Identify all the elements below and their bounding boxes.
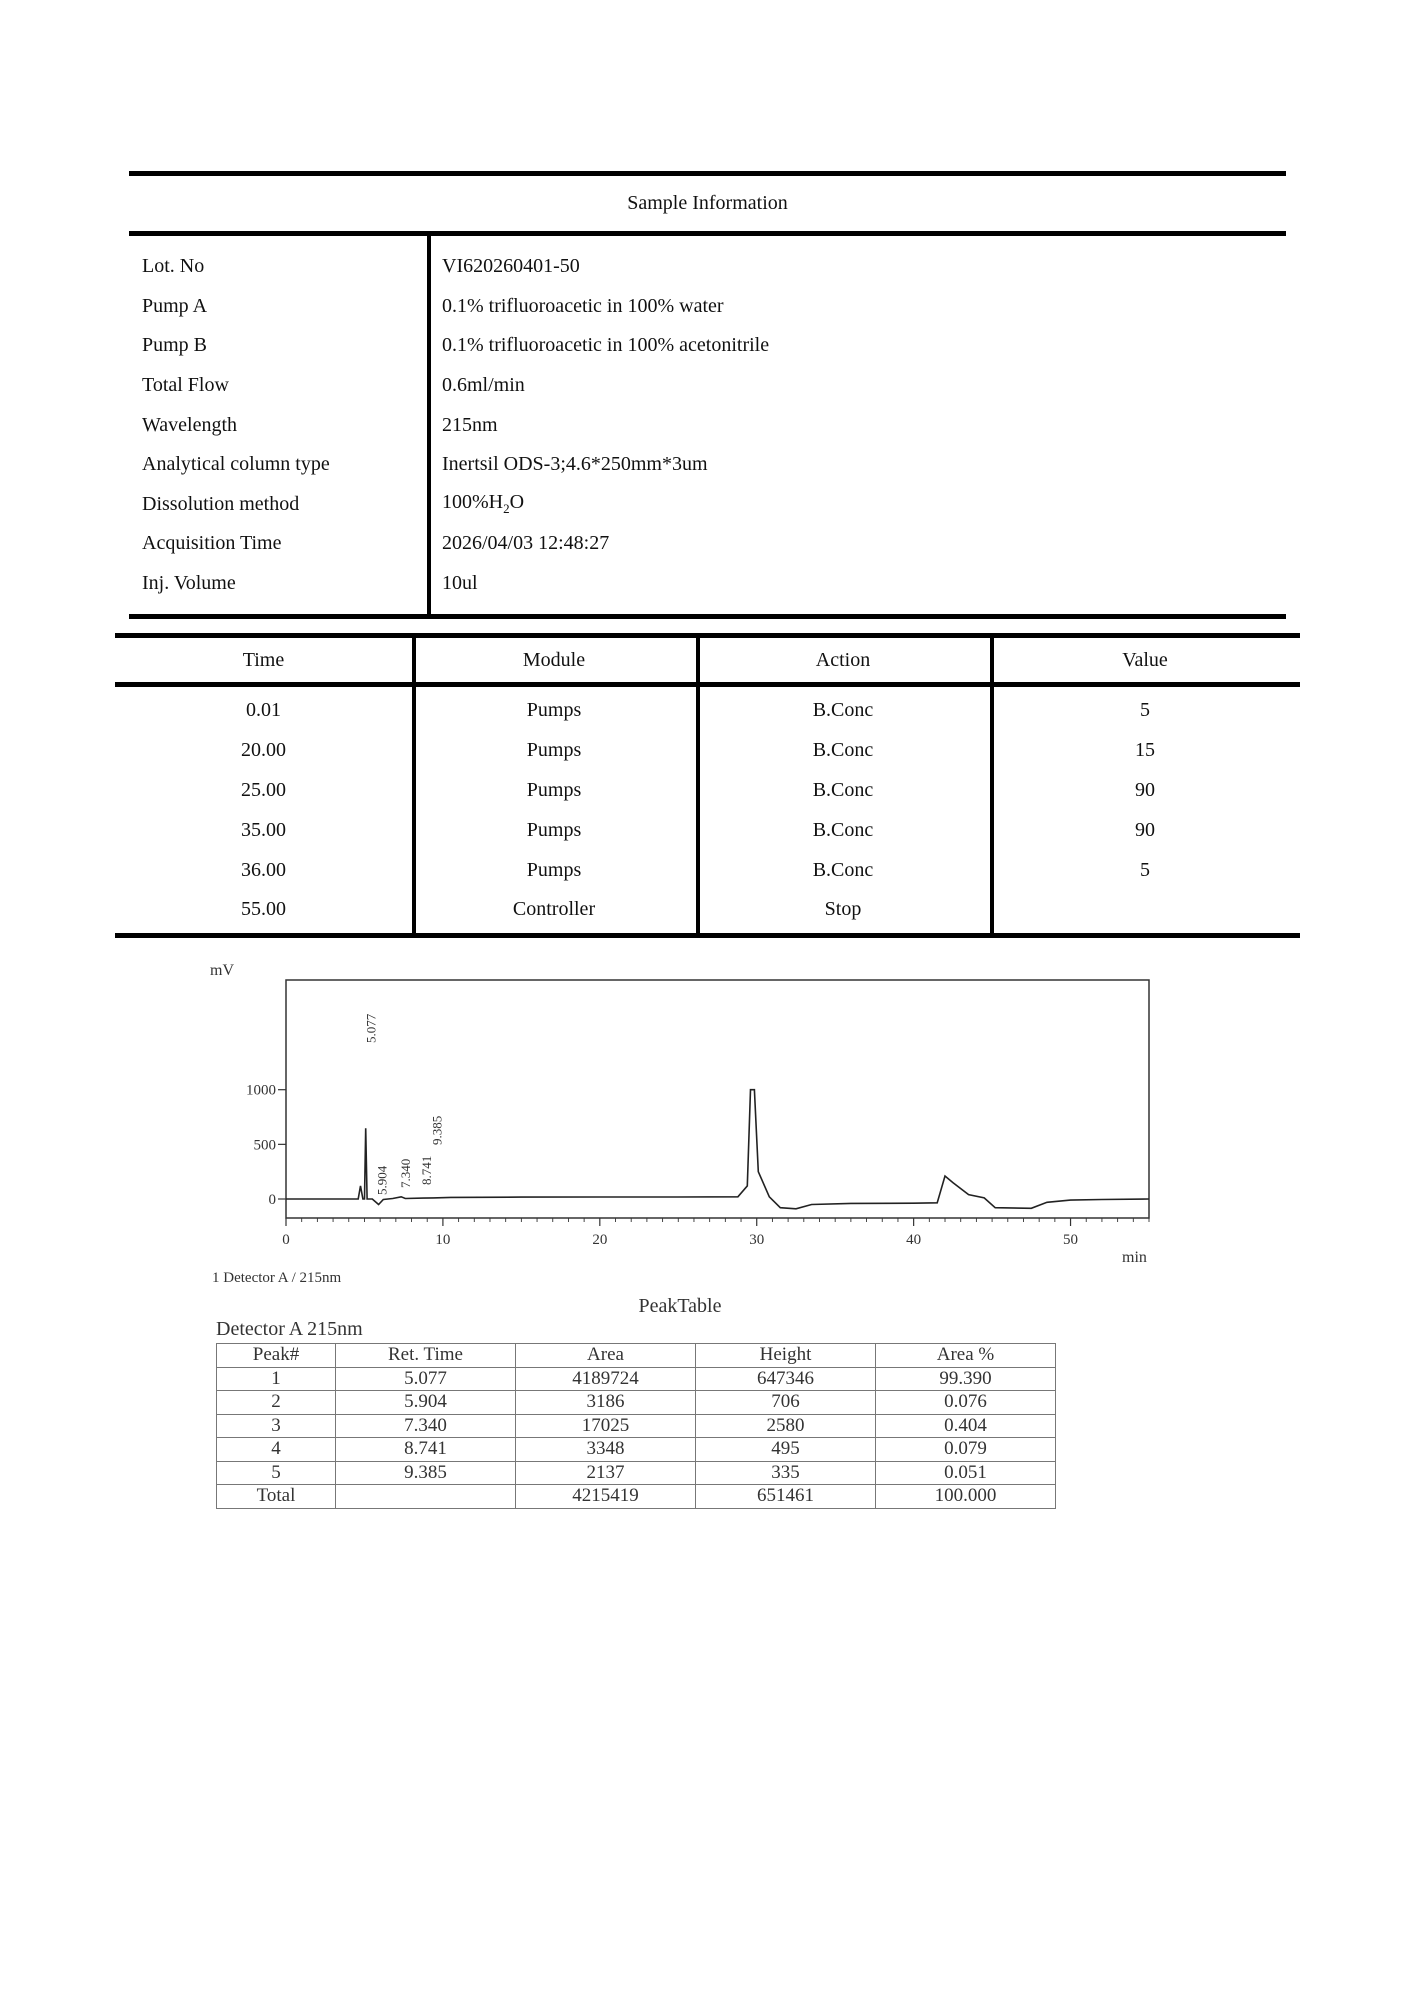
cell-total-height: 651461: [696, 1485, 876, 1509]
cell-time: 20.00: [241, 739, 286, 762]
info-value: 215nm: [442, 413, 498, 436]
header-area-percent: Area %: [876, 1344, 1056, 1368]
y-tick-label-1000: 1000: [246, 1082, 276, 1099]
peak-table-detector: Detector A 215nm: [216, 1318, 363, 1340]
header-module: Module: [522, 648, 586, 671]
info-key: Dissolution method: [142, 492, 300, 515]
info-key: Pump B: [142, 334, 208, 357]
info-row-column-type: [129, 445, 1286, 485]
cell-peak: 1: [217, 1367, 336, 1391]
cell-area: 3348: [516, 1438, 696, 1462]
y-axis-ticks: [246, 1083, 286, 1208]
table-row: [115, 691, 1300, 731]
info-row-pump-a: [129, 287, 1286, 327]
peak-labels: [364, 1013, 445, 1195]
cell-area-percent: 0.404: [876, 1414, 1056, 1438]
table-row: [217, 1438, 1056, 1462]
cell-ret-time: 9.385: [336, 1461, 516, 1485]
x-tick-label-10: 10: [435, 1232, 451, 1248]
x-tick-label-30: 30: [749, 1232, 765, 1248]
table-row: [217, 1414, 1056, 1438]
table-row: [115, 731, 1300, 771]
header-action: Action: [815, 648, 871, 671]
info-key: Pump A: [142, 294, 208, 317]
cell-area: 17025: [516, 1414, 696, 1438]
cell-value: 90: [1135, 778, 1155, 801]
sample-information-title: Sample Information: [627, 192, 788, 214]
info-value: Inertsil ODS-3;4.6*250mm*3um: [442, 453, 708, 476]
gradient-rows: [115, 687, 1300, 933]
info-row-dissolution-method: [129, 485, 1286, 525]
cell-height: 706: [696, 1391, 876, 1415]
cell-time: 35.00: [241, 818, 286, 841]
detector-label: 1 Detector A / 215nm: [212, 1270, 342, 1286]
peak-label-7-340: 7.340: [398, 1158, 414, 1188]
info-value: 0.1% trifluoroacetic in 100% water: [442, 294, 724, 317]
cell-total-label: Total: [217, 1485, 336, 1509]
cell-peak: 5: [217, 1461, 336, 1485]
header-area: Area: [516, 1344, 696, 1368]
cell-action: B.Conc: [812, 739, 874, 762]
value-suffix: O: [509, 491, 525, 514]
gradient-program-table: [115, 633, 1300, 938]
cell-module: Pumps: [526, 699, 582, 722]
cell-action: B.Conc: [812, 778, 874, 801]
info-key: Inj. Volume: [142, 572, 236, 595]
cell-total-area-percent: 100.000: [876, 1485, 1056, 1509]
cell-peak: 3: [217, 1414, 336, 1438]
y-tick-label-0: 0: [268, 1192, 276, 1208]
cell-module: Pumps: [526, 739, 582, 762]
column-divider: [427, 236, 431, 614]
column-divider: [990, 638, 994, 933]
cell-value: 5: [1140, 699, 1150, 722]
table-row: [115, 771, 1300, 811]
cell-time: 0.01: [246, 699, 281, 722]
info-value: 2026/04/03 12:48:27: [442, 532, 610, 555]
info-key: Wavelength: [142, 413, 238, 436]
info-row-acquisition-time: [129, 524, 1286, 564]
cell-value: 90: [1135, 818, 1155, 841]
info-value: 0.6ml/min: [442, 374, 525, 397]
cell-height: 2580: [696, 1414, 876, 1438]
header-peak-number: Peak#: [217, 1344, 336, 1368]
cell-ret-time: 7.340: [336, 1414, 516, 1438]
table-row: [217, 1391, 1056, 1415]
info-row-lot-no: [129, 247, 1286, 287]
header-value: Value: [1122, 648, 1168, 671]
cell-area-percent: 0.079: [876, 1438, 1056, 1462]
peak-label-9-385: 9.385: [429, 1115, 445, 1145]
info-value: 10ul: [442, 572, 478, 595]
header-time: Time: [242, 648, 285, 671]
info-value: 0.1% trifluoroacetic in 100% acetonitrile: [442, 334, 770, 357]
cell-module: Pumps: [526, 818, 582, 841]
bottom-rule: [129, 614, 1286, 619]
peak-table-total-row: [217, 1485, 1056, 1509]
y-tick-label-500: 500: [253, 1137, 276, 1154]
cell-time: 36.00: [241, 858, 286, 881]
y-unit-label: mV: [210, 962, 234, 979]
cell-action: Stop: [824, 898, 862, 921]
info-value: [428, 491, 524, 517]
column-divider: [412, 638, 416, 933]
chromatogram-trace: [286, 1090, 1149, 1209]
cell-area-percent: 0.076: [876, 1391, 1056, 1415]
x-axis-ticks: [282, 1232, 1078, 1248]
table-row: [217, 1367, 1056, 1391]
value-subscript: 2: [503, 501, 510, 517]
table-row: [217, 1461, 1056, 1485]
cell-ret-time: 5.904: [336, 1391, 516, 1415]
column-divider: [696, 638, 700, 933]
cell-time: 25.00: [241, 778, 286, 801]
cell-height: 647346: [696, 1367, 876, 1391]
cell-area: 4189724: [516, 1367, 696, 1391]
x-tick-label-20: 20: [592, 1232, 608, 1248]
peak-table-header-row: [217, 1344, 1056, 1368]
bottom-rule: [115, 933, 1300, 938]
cell-value: 5: [1140, 858, 1150, 881]
table-row: [115, 890, 1300, 930]
value-prefix: 100%H: [442, 491, 504, 514]
cell-action: B.Conc: [812, 858, 874, 881]
info-value: VI620260401-50: [442, 255, 580, 278]
x-tick-label-50: 50: [1063, 1232, 1079, 1248]
peak-table-title: PeakTable: [638, 1295, 722, 1317]
info-row-wavelength: [129, 405, 1286, 445]
cell-module: Controller: [512, 898, 596, 921]
gradient-grid: [115, 638, 1300, 933]
x-axis-minor-ticks: [286, 1218, 1149, 1226]
table-row: [115, 810, 1300, 850]
cell-value: 15: [1135, 739, 1155, 762]
cell-total-ret-time: [336, 1485, 516, 1509]
cell-area-percent: 0.051: [876, 1461, 1056, 1485]
info-row-pump-b: [129, 326, 1286, 366]
cell-height: 335: [696, 1461, 876, 1485]
cell-module: Pumps: [526, 858, 582, 881]
plot-frame: [286, 980, 1149, 1218]
peak-table: [216, 1343, 1056, 1509]
cell-peak: 2: [217, 1391, 336, 1415]
sample-information-body: [129, 236, 1286, 614]
cell-height: 495: [696, 1438, 876, 1462]
x-tick-label-0: 0: [282, 1232, 290, 1248]
info-row-total-flow: [129, 366, 1286, 406]
header-ret-time: Ret. Time: [336, 1344, 516, 1368]
x-unit-label: min: [1122, 1249, 1147, 1266]
cell-peak: 4: [217, 1438, 336, 1462]
table-row: [115, 850, 1300, 890]
cell-area: 3186: [516, 1391, 696, 1415]
cell-area-percent: 99.390: [876, 1367, 1056, 1391]
cell-total-area: 4215419: [516, 1485, 696, 1509]
cell-time: 55.00: [241, 898, 286, 921]
info-key: Acquisition Time: [142, 532, 282, 555]
peak-label-5-904: 5.904: [374, 1165, 390, 1195]
gradient-header-row: [115, 638, 1300, 682]
cell-area: 2137: [516, 1461, 696, 1485]
info-row-inj-volume: [129, 564, 1286, 604]
x-tick-label-40: 40: [906, 1232, 922, 1248]
header-height: Height: [696, 1344, 876, 1368]
cell-ret-time: 5.077: [336, 1367, 516, 1391]
peak-label-8-741: 8.741: [419, 1155, 435, 1185]
cell-action: B.Conc: [812, 699, 874, 722]
info-key: Total Flow: [142, 374, 229, 397]
sample-information-table: [129, 171, 1286, 619]
cell-module: Pumps: [526, 778, 582, 801]
cell-ret-time: 8.741: [336, 1438, 516, 1462]
info-key: Analytical column type: [142, 453, 330, 476]
peak-label-5-077: 5.077: [363, 1013, 379, 1043]
info-key: Lot. No: [142, 255, 205, 278]
cell-action: B.Conc: [812, 818, 874, 841]
